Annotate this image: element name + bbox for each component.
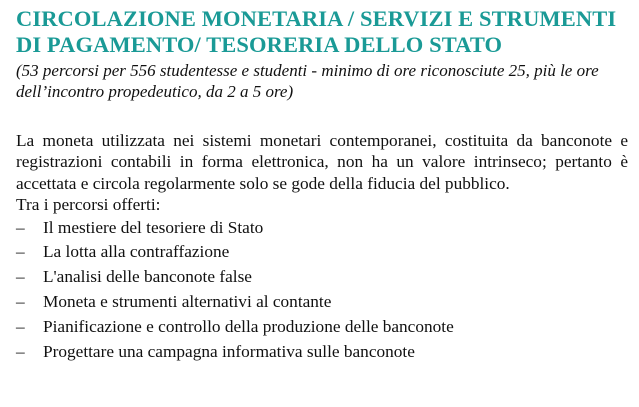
dash-marker: – <box>16 217 25 237</box>
dash-marker: – <box>16 242 25 262</box>
list-item-label: Progettare una campagna informativa sulle banconote <box>43 341 415 361</box>
list-item-label: L'analisi delle banconote false <box>43 267 252 287</box>
dash-marker: – <box>16 292 25 312</box>
dash-marker: – <box>16 341 25 361</box>
list-item <box>16 290 628 315</box>
section-heading-line-2: DI PAGAMENTO/ TESORERIA DELLO STATO <box>16 32 503 57</box>
list-item <box>16 265 628 290</box>
list-item <box>16 216 628 241</box>
dash-marker: – <box>16 316 25 336</box>
section-body <box>16 130 628 364</box>
list-intro: Tra i percorsi offerti: <box>16 195 161 215</box>
section-heading <box>16 6 628 58</box>
document-page <box>16 6 628 364</box>
list-item-label: La lotta alla contraffazione <box>43 242 230 262</box>
intro-paragraph: La moneta utilizzata nei sistemi monetari contemporanei, costituita da banconote e registrazioni contabili in forma elettronica, non ha un valore intrinseco; pertanto è accettata e circola regolarmente solo se gode della fiducia del pubblico. <box>16 131 628 193</box>
section-subtitle: (53 percorsi per 556 studentesse e studenti - minimo di ore riconosciute 25, più le ore dell’incontro propedeutico, da 2 a 5 ore) <box>16 61 599 101</box>
dash-marker: – <box>16 267 25 287</box>
list-item-label: Pianificazione e controllo della produzione delle banconote <box>43 316 454 336</box>
list-item <box>16 315 628 340</box>
list-item-label: Moneta e strumenti alternativi al contante <box>43 292 332 312</box>
list-item-label: Il mestiere del tesoriere di Stato <box>43 217 264 237</box>
list-item <box>16 340 628 365</box>
course-list <box>16 216 628 365</box>
section-heading-line-1: CIRCOLAZIONE MONETARIA / SERVIZI E STRUMENTI <box>16 6 617 31</box>
list-item <box>16 240 628 265</box>
